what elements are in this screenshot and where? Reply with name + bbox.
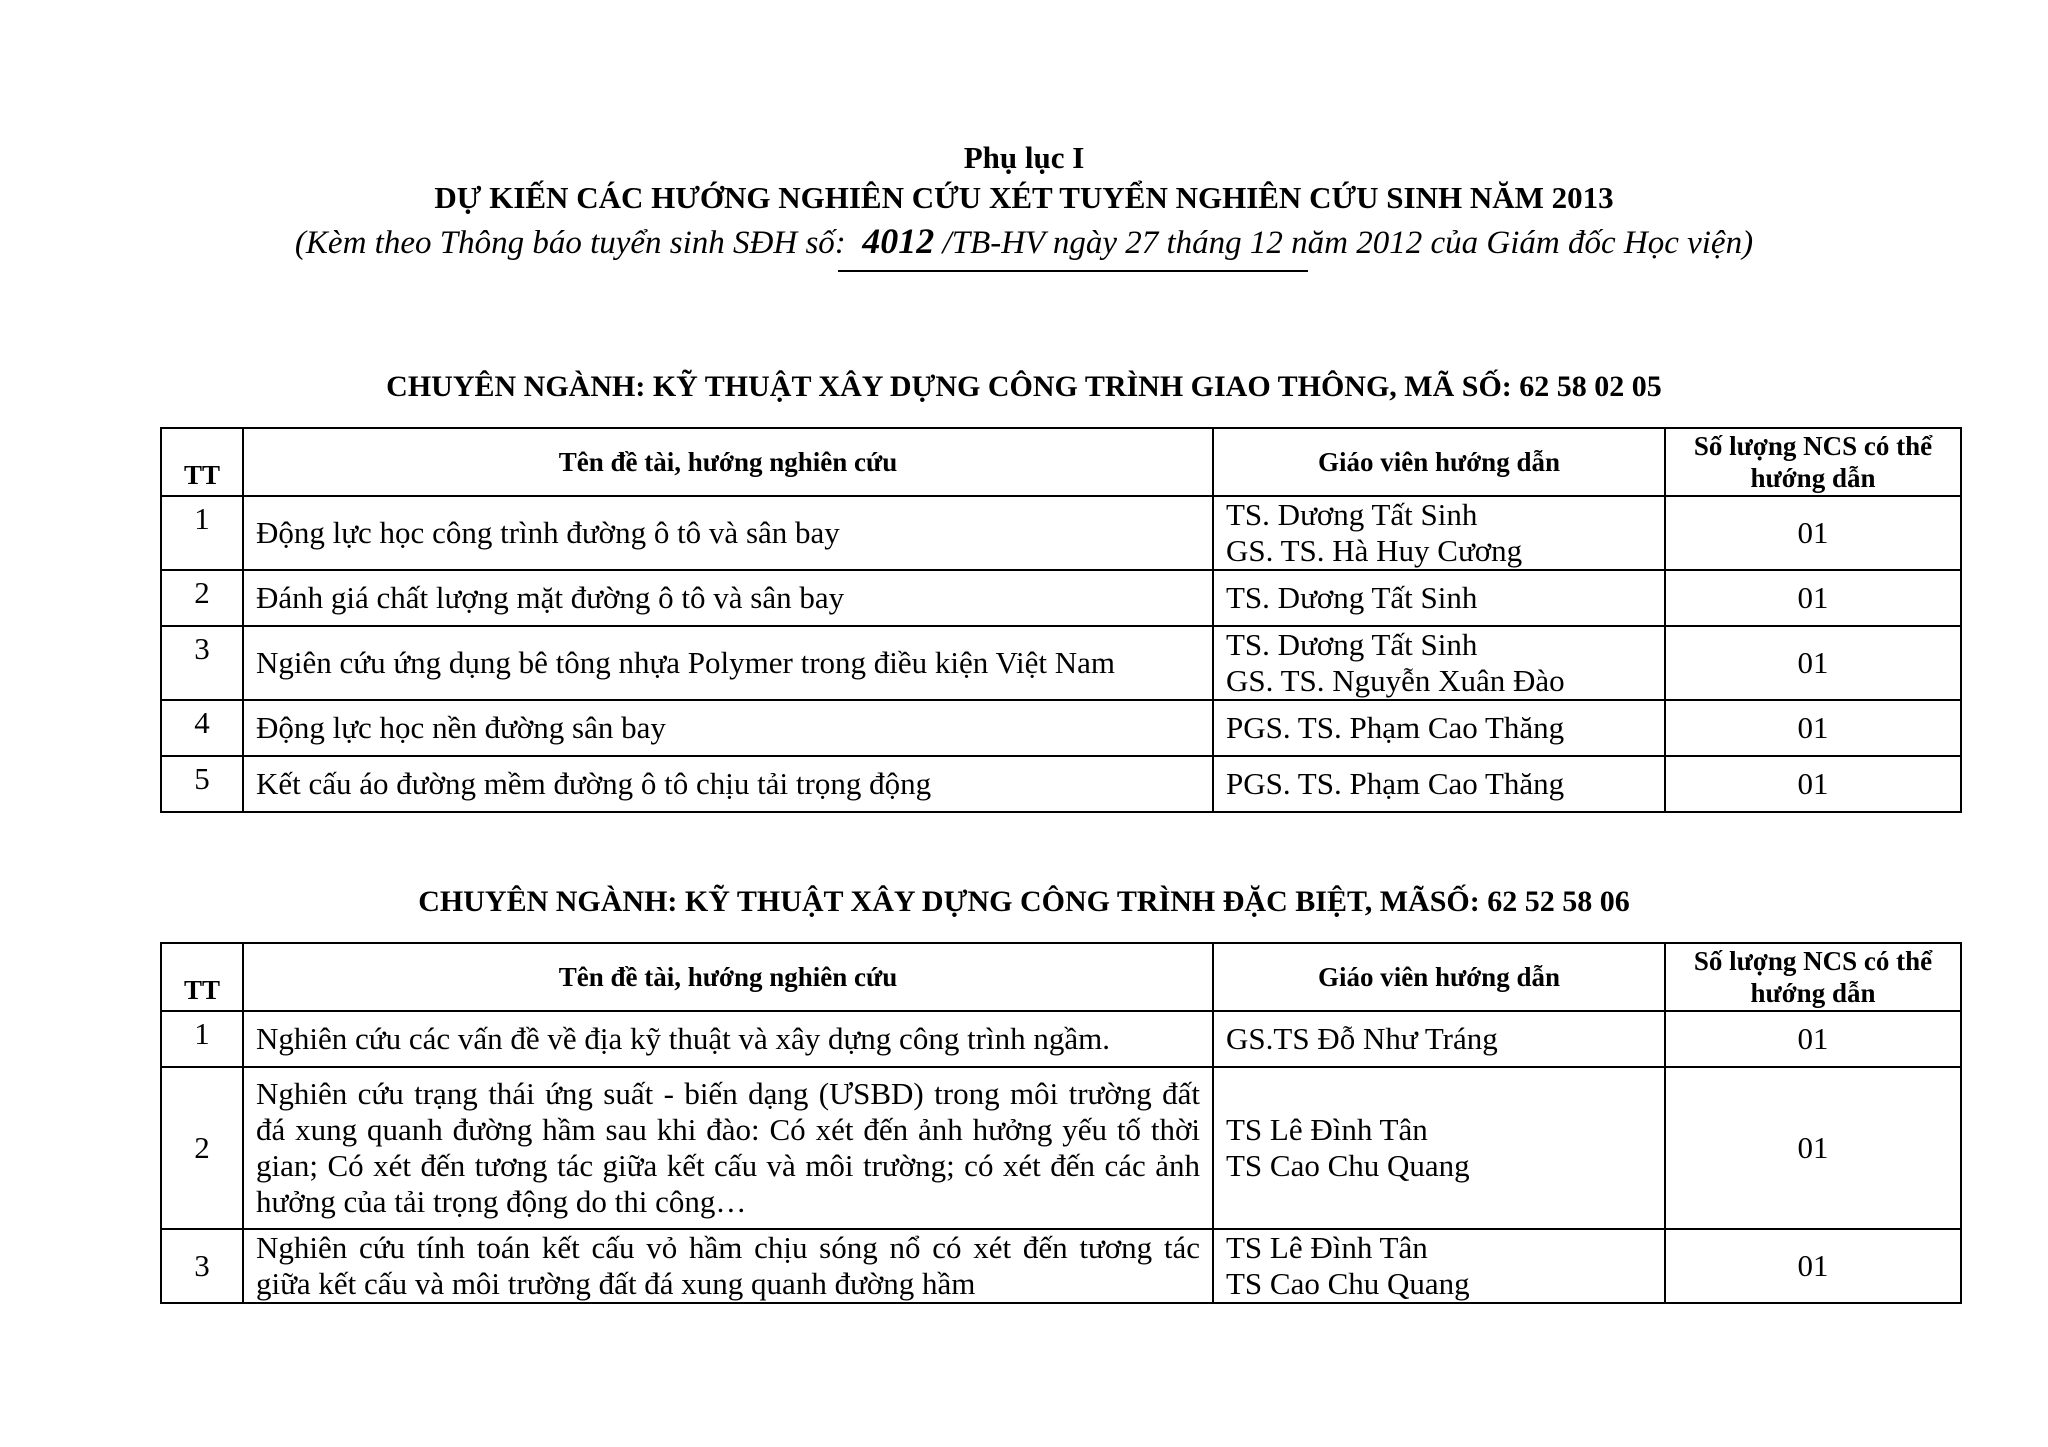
subtitle-suffix: /TB-HV ngày 27 tháng 12 năm 2012 của Giám đốc Học viện) [942,225,1754,261]
research-topic [243,700,1213,756]
topic-line: Đánh giá chất lượng mặt đường ô tô và sân bay [256,580,845,615]
row-number: 1 [161,496,243,570]
header-row [161,943,1961,1011]
advisor-cell [1213,1011,1665,1067]
advisor-name: TS Lê Đình Tân [1226,1112,1428,1147]
table-row [161,756,1961,812]
header-count-line2: hướng dẫn [1750,463,1876,493]
header-count [1665,428,1961,496]
advisor-name: TS Cao Chu Quang [1226,1148,1470,1183]
table-row [161,570,1961,626]
research-topic [243,756,1213,812]
header-advisor: Giáo viên hướng dẫn [1213,943,1665,1011]
advisor-cell [1213,1229,1665,1303]
advisor-name: TS. Dương Tất Sinh [1226,497,1478,532]
research-topic [243,1229,1213,1303]
header-topic: Tên đề tài, hướng nghiên cứu [243,943,1213,1011]
advisor-cell [1213,756,1665,812]
appendix-title: Phụ lục I [963,140,1085,175]
topic-line: Nghiên cứu trạng thái ứng suất - biến dạng (ƯSBD) trong môi trường đất [256,1076,1200,1111]
advisor-name: TS. Dương Tất Sinh [1226,580,1478,615]
row-number: 5 [161,756,243,812]
research-topic [243,1067,1213,1229]
student-count: 01 [1665,1067,1961,1229]
topic-line: Động lực học nền đường sân bay [256,710,666,745]
header-count-line2: hướng dẫn [1750,978,1876,1008]
student-count: 01 [1665,570,1961,626]
header-advisor: Giáo viên hướng dẫn [1213,428,1665,496]
header-count [1665,943,1961,1011]
advisor-name: PGS. TS. Phạm Cao Thăng [1226,766,1565,801]
topic-line: gian; Có xét đến tương tác giữa kết cấu và môi trường; có xét đến các ảnh [256,1148,1200,1183]
header-count-line1: Số lượng NCS có thể [1693,946,1933,976]
advisor-cell [1213,1067,1665,1229]
row-number: 3 [161,626,243,700]
advisor-name: GS. TS. Nguyễn Xuân Đào [1226,663,1565,698]
advisor-name: PGS. TS. Phạm Cao Thăng [1226,710,1565,745]
header-topic: Tên đề tài, hướng nghiên cứu [243,428,1213,496]
row-number: 2 [161,570,243,626]
table-row [161,496,1961,570]
advisor-name: GS.TS Đỗ Như Tráng [1226,1021,1498,1056]
research-topic [243,626,1213,700]
header-tt: TT [161,943,243,1011]
row-number: 4 [161,700,243,756]
section-2-title: CHUYÊN NGÀNH: KỸ THUẬT XÂY DỰNG CÔNG TRÌNH ĐẶC BIỆT, MÃSỐ: 62 52 58 06 [418,885,1630,918]
table-row [161,626,1961,700]
title-underline [838,270,1308,272]
advisor-cell [1213,700,1665,756]
row-number: 2 [161,1067,243,1229]
table-row [161,1011,1961,1067]
student-count: 01 [1665,1011,1961,1067]
advisor-cell [1213,570,1665,626]
table-row [161,1229,1961,1303]
section-1-title: CHUYÊN NGÀNH: KỸ THUẬT XÂY DỰNG CÔNG TRÌNH GIAO THÔNG, MÃ SỐ: 62 58 02 05 [386,370,1662,403]
student-count: 01 [1665,700,1961,756]
topic-line: đá xung quanh đường hầm sau khi đào: Có xét đến ảnh hưởng yếu tố thời [256,1112,1200,1147]
student-count: 01 [1665,496,1961,570]
advisor-cell [1213,496,1665,570]
header-row [161,428,1961,496]
subtitle [0,220,2048,262]
student-count: 01 [1665,626,1961,700]
advisor-name: GS. TS. Hà Huy Cương [1226,533,1523,568]
topic-line: Nghiên cứu các vấn đề về địa kỹ thuật và xây dựng công trình ngầm. [256,1021,1110,1056]
research-topic [243,570,1213,626]
topic-line: hưởng của tải trọng động do thi công… [256,1184,747,1219]
topic-line: Kết cấu áo đường mềm đường ô tô chịu tải trọng động [256,766,932,801]
advisor-name: TS Cao Chu Quang [1226,1266,1470,1301]
topic-line: giữa kết cấu và môi trường đất đá xung quanh đường hầm [256,1266,976,1301]
row-number: 3 [161,1229,243,1303]
main-title: DỰ KIẾN CÁC HƯỚNG NGHIÊN CỨU XÉT TUYỂN NGHIÊN CỨU SINH NĂM 2013 [434,180,1614,215]
section-1-table [160,427,1962,813]
row-number: 1 [161,1011,243,1067]
header-count-line1: Số lượng NCS có thể [1693,431,1933,461]
topic-line: Ngiên cứu ứng dụng bê tông nhựa Polymer trong điều kiện Việt Nam [256,645,1115,680]
subtitle-number: 4012 [862,221,935,261]
table-row [161,1067,1961,1229]
research-topic [243,1011,1213,1067]
advisor-name: TS Lê Đình Tân [1226,1230,1428,1265]
advisor-cell [1213,626,1665,700]
student-count: 01 [1665,756,1961,812]
topic-line: Động lực học công trình đường ô tô và sân bay [256,515,840,550]
student-count: 01 [1665,1229,1961,1303]
section-2-table [160,942,1962,1304]
advisor-name: TS. Dương Tất Sinh [1226,627,1478,662]
subtitle-prefix: (Kèm theo Thông báo tuyển sinh SĐH số: [294,225,846,261]
table-row [161,700,1961,756]
topic-line: Nghiên cứu tính toán kết cấu vỏ hầm chịu sóng nổ có xét đến tương tác [256,1230,1200,1265]
research-topic [243,496,1213,570]
header-tt: TT [161,428,243,496]
